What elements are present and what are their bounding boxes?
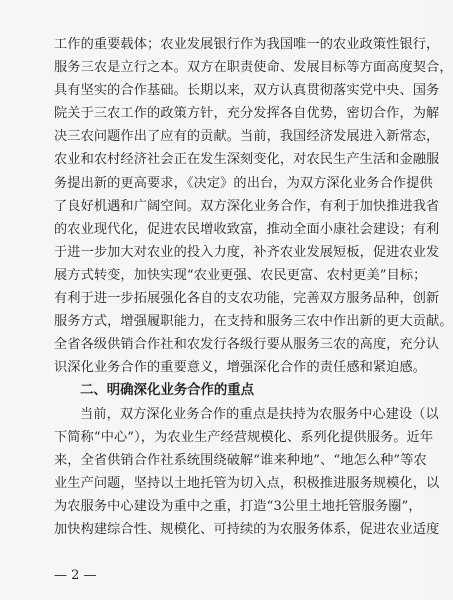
paragraph-1-line: 展方式转变，加快实现“农业更强、农民更富、农村更美”目标； <box>54 267 427 283</box>
paragraph-1-line: 服务方式，增强履职能力，在支持和服务三农中作出新的更大贡献。 <box>54 314 453 330</box>
page-content <box>54 33 453 541</box>
paragraph-1-line: 农业和农村经济社会正在发生深刻变化，对农民生产生活和金融服 <box>54 152 440 168</box>
paragraph-1-line: 的农业现代化，促进农民增收致富，推动全面小康社会建设；有利 <box>54 221 440 237</box>
paragraph-1-line: 识深化业务合作的重要意义，增强深化合作的责任感和紧迫感。 <box>54 360 427 376</box>
paragraph-2-line: 业生产问题，坚持以土地托管为切入点，积极推进服务规模化，以 <box>54 475 440 491</box>
paragraph-1-line: 务提出新的更高要求，《决定》的出台，为双方深化业务合作提供 <box>54 175 433 191</box>
section-heading: 二、明确深化业务合作的重点 <box>80 383 255 399</box>
paragraph-1-line: 服务三农是立行之本。双方在职责使命、发展目标等方面高度契合， <box>54 60 453 76</box>
paragraph-1-line: 全省各级供销合作社和农发行各级行要从服务三农的高度，充分认 <box>54 337 440 353</box>
paragraph-2-line: 为农服务中心建设为重中之重，打造“3公里土地托管服务圈”， <box>54 498 422 514</box>
paragraph-1-line: 工作的重要载体；农业发展银行作为我国唯一的农业政策性银行， <box>54 37 440 52</box>
paragraph-2-line: 当前，双方深化业务合作的重点是扶持为农服务中心建设（以 <box>80 406 439 422</box>
paragraph-2-line: 加快构建综合性、规模化、可持续的为农服务体系，促进农业适度 <box>54 521 440 537</box>
paragraph-1-line: 有利于进一步拓展强化各自的支农功能，完善双方服务品种，创新 <box>54 291 440 307</box>
paragraph-1-line: 院关于三农工作的政策方针，充分发挥各自优势，密切合作，为解 <box>54 106 440 122</box>
paragraph-1-line: 具有坚实的合作基础。长期以来，双方认真贯彻落实党中央、国务 <box>54 83 440 99</box>
paragraph-1-line: 了良好机遇和广阔空间。双方深化业务合作，有利于加快推进我省 <box>54 198 440 214</box>
paragraph-1-line: 决三农问题作出了应有的贡献。当前，我国经济发展进入新常态， <box>54 129 440 145</box>
page-number: — 2 — <box>54 568 97 583</box>
paragraph-2-line: 来，全省供销合作社系统围绕破解“谁来种地”、“地怎么种”等农 <box>54 452 427 468</box>
paragraph-1-line: 于进一步加大对农业的投入力度，补齐农业发展短板，促进农业发 <box>54 244 440 260</box>
paragraph-2-line: 下简称“中心”），为农业生产经营规模化、系列化提供服务。近年 <box>54 429 434 445</box>
